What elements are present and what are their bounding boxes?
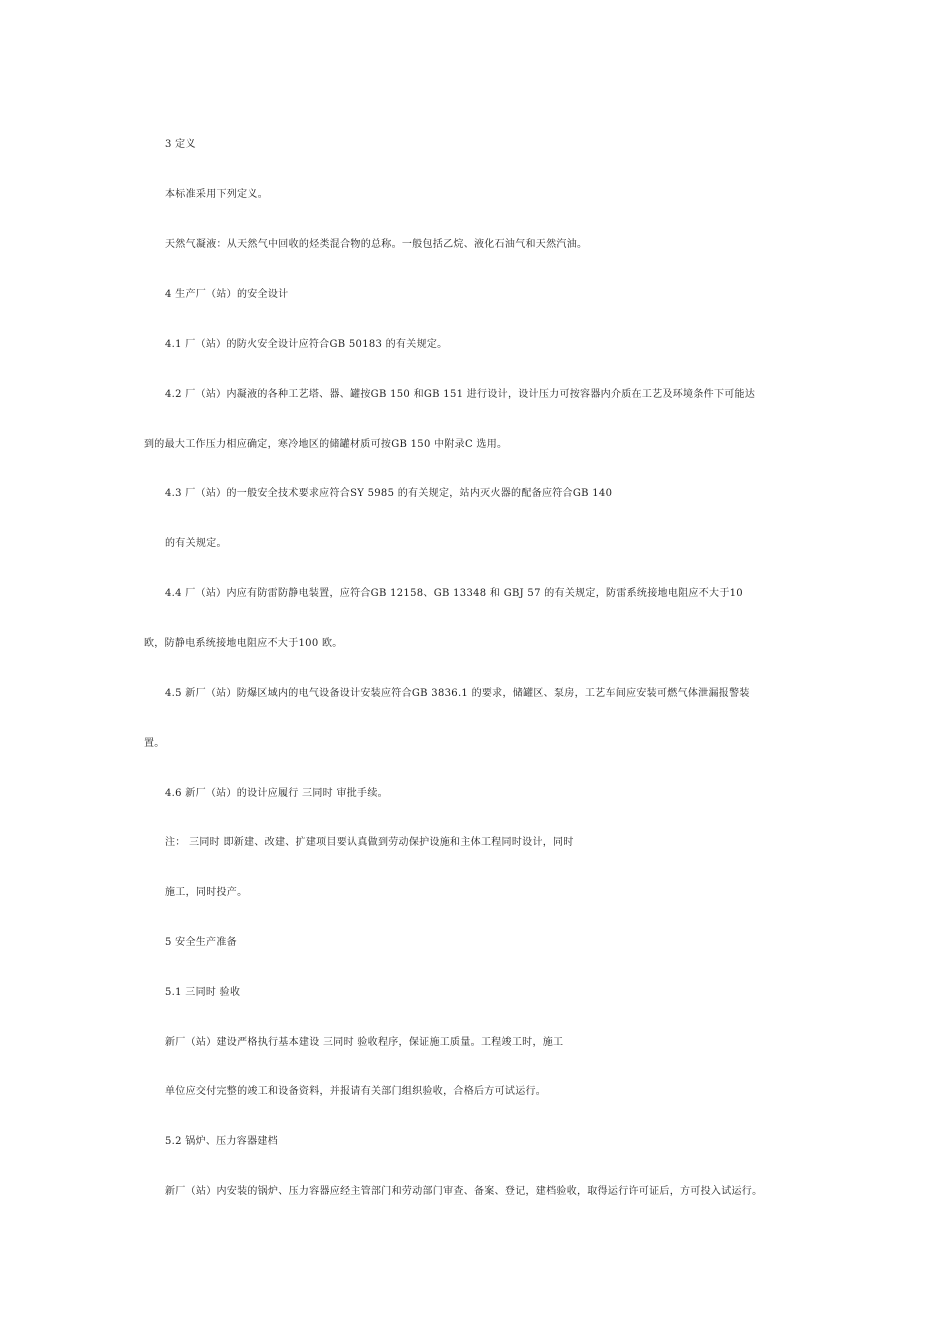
clause-4-2-line-2: 到的最大工作压力相应确定，寒冷地区的储罐材质可按GB 150 中附录C 选用。 bbox=[144, 439, 508, 450]
clause-4-3-line-1: 4.3 厂（站）的一般安全技术要求应符合SY 5985 的有关规定，站内灭火器的配备应符合GB 140 bbox=[165, 488, 613, 499]
clause-5-1-line-1: 新厂（站）建设严格执行基本建设 三同时 验收程序，保证施工质量。工程竣工时，施工 bbox=[165, 1037, 564, 1048]
clause-4-4-line-2: 欧，防静电系统接地电阻应不大于100 欧。 bbox=[144, 638, 343, 649]
clause-4-3-line-2: 的有关规定。 bbox=[165, 538, 227, 549]
clause-5-2-heading: 5.2 锅炉、压力容器建档 bbox=[165, 1136, 278, 1147]
section-3-heading: 3 定义 bbox=[165, 139, 196, 150]
paragraph-definition-intro: 本标准采用下列定义。 bbox=[165, 189, 268, 200]
clause-5-1-line-2: 单位应交付完整的竣工和设备资料，并报请有关部门组织验收，合格后方可试运行。 bbox=[165, 1086, 547, 1097]
note-line-1: 注： 三同时 即新建、改建、扩建项目要认真做到劳动保护设施和主体工程同时设计，同时 bbox=[165, 837, 574, 848]
paragraph-definition-ngl: 天然气凝液：从天然气中回收的烃类混合物的总称。一般包括乙烷、液化石油气和天然汽油。 bbox=[165, 239, 588, 250]
note-line-2: 施工，同时投产。 bbox=[165, 887, 248, 898]
clause-5-1-heading: 5.1 三同时 验收 bbox=[165, 987, 241, 998]
clause-4-4-line-1: 4.4 厂（站）内应有防雷防静电装置，应符合GB 12158、GB 13348 和 GBJ 57 的有关规定，防雷系统接地电阻应不大于10 bbox=[165, 588, 743, 599]
clause-4-1: 4.1 厂（站）的防火安全设计应符合GB 50183 的有关规定。 bbox=[165, 339, 448, 350]
clause-4-6: 4.6 新厂（站）的设计应履行 三同时 审批手续。 bbox=[165, 788, 388, 799]
clause-5-2-body: 新厂（站）内安装的锅炉、压力容器应经主管部门和劳动部门审查、备案、登记，建档验收，取得运行许可证后，方可投入试运行。 bbox=[165, 1186, 763, 1197]
section-4-heading: 4 生产厂（站）的安全设计 bbox=[165, 289, 289, 300]
clause-4-5-line-2: 置。 bbox=[144, 738, 165, 749]
clause-4-2-line-1: 4.2 厂（站）内凝液的各种工艺塔、器、罐按GB 150 和GB 151 进行设计，设计压力可按容器内介质在工艺及环境条件下可能达 bbox=[165, 389, 756, 400]
section-5-heading: 5 安全生产准备 bbox=[165, 937, 237, 948]
clause-4-5-line-1: 4.5 新厂（站）防爆区域内的电气设备设计安装应符合GB 3836.1 的要求，储罐区、泵房，工艺车间应安装可燃气体泄漏报警装 bbox=[165, 688, 750, 699]
